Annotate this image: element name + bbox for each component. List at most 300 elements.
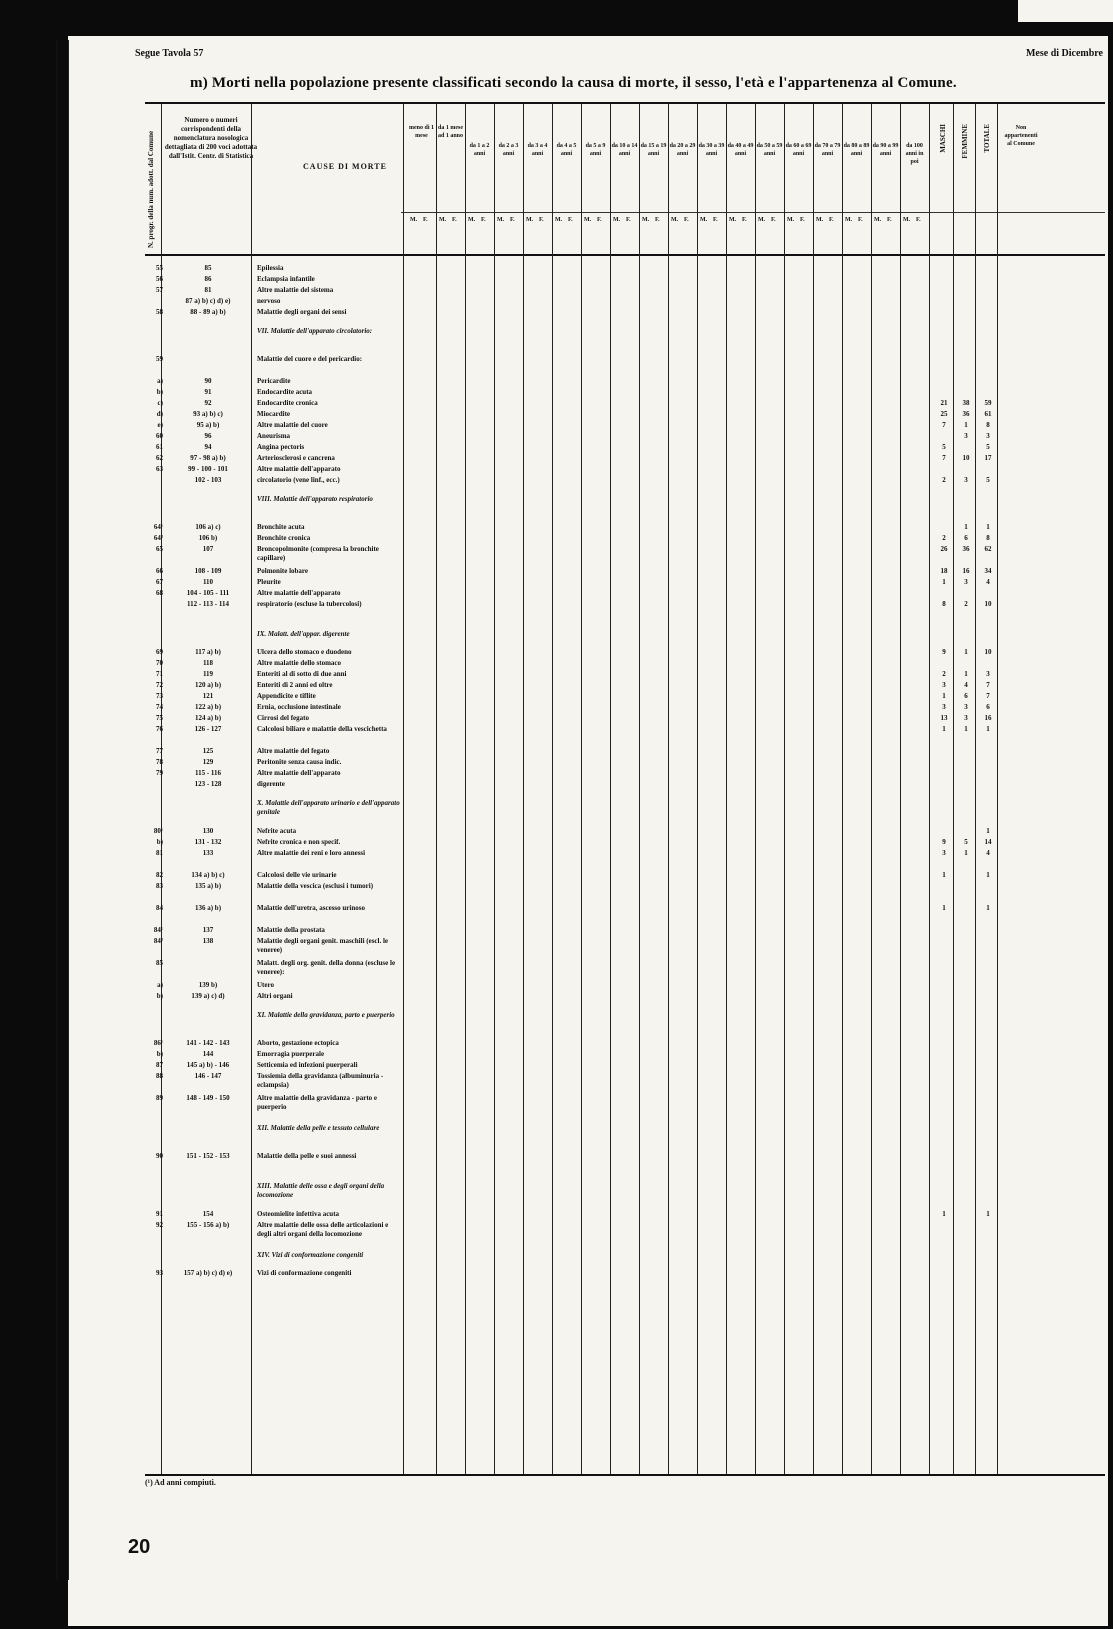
- row-code: 155 - 156 a) b): [186, 1221, 230, 1229]
- row-cause: nervoso: [257, 297, 281, 305]
- row-cause: Utero: [257, 981, 274, 989]
- row-number: 75: [156, 714, 163, 722]
- footnote: (¹) Ad anni compiuti.: [145, 1478, 216, 1487]
- sex-header-m: M.: [468, 217, 476, 223]
- page-number: 20: [128, 1536, 151, 1558]
- row-number: 60: [156, 432, 163, 440]
- row-cause: Altre malattie dell'apparato: [257, 589, 341, 597]
- row-number: 55: [156, 264, 163, 272]
- age-header-5: da 4 a 5 anni: [556, 143, 577, 158]
- row-number: 91: [156, 1210, 163, 1218]
- row-code: 99 - 100 - 101: [188, 465, 228, 473]
- sex-header-f: F.: [655, 217, 660, 223]
- row-total-totale: 1: [986, 1210, 990, 1218]
- age-header-14: da 70 a 79 anni: [814, 143, 841, 158]
- row-total-femmine: 10: [962, 454, 970, 462]
- row-number: 63: [156, 465, 163, 473]
- row-code: 107: [202, 545, 214, 553]
- row-cause: Nefrite acuta: [257, 827, 297, 835]
- row-total-femmine: 3: [964, 476, 968, 484]
- section-heading: VIII. Malattie dell'apparato respiratorio: [257, 495, 373, 503]
- sex-header-f: F.: [452, 217, 457, 223]
- mortality-table: [145, 102, 1105, 1476]
- row-total-totale: 1: [986, 725, 990, 733]
- row-cause: Ulcera dello stomaco e duodeno: [257, 648, 352, 656]
- row-total-totale: 4: [986, 849, 990, 857]
- sex-header-m: M.: [642, 217, 650, 223]
- row-number: d): [156, 410, 163, 418]
- row-total-maschi: 1: [942, 1210, 946, 1218]
- row-code: 148 - 149 - 150: [186, 1094, 230, 1102]
- row-cause: Altre malattie dello stomaco: [257, 659, 342, 667]
- sex-header-f: F.: [539, 217, 544, 223]
- row-code: 118: [202, 659, 214, 667]
- row-total-maschi: 9: [942, 838, 946, 846]
- row-number: 85: [156, 959, 163, 967]
- row-cause: Altre malattie del fegato: [257, 747, 330, 755]
- row-number: 93: [156, 1269, 163, 1277]
- row-total-femmine: 5: [964, 838, 968, 846]
- row-code: 120 a) b): [194, 681, 222, 689]
- sex-header-f: F.: [800, 217, 805, 223]
- row-number: 84²: [153, 937, 163, 945]
- row-total-totale: 1: [986, 827, 990, 835]
- row-cause: Appendicite e tiflite: [257, 692, 316, 700]
- row-cause: Vizi di conformazione congeniti: [257, 1269, 352, 1277]
- row-code: 112 - 113 - 114: [186, 600, 229, 608]
- col-line-age-11: [755, 104, 756, 1474]
- sex-header-f: F.: [597, 217, 602, 223]
- col-line-age-15: [871, 104, 872, 1474]
- row-total-totale: 6: [986, 703, 990, 711]
- row-number: 61: [156, 443, 163, 451]
- row-number: 56: [156, 275, 163, 283]
- sex-header-m: M.: [497, 217, 505, 223]
- row-cause: Altre malattie delle ossa delle articolazioni e degli altri organi della locomozione: [257, 1221, 389, 1238]
- row-number: 70: [156, 659, 163, 667]
- col-line-total-0: [953, 104, 954, 1474]
- age-header-11: da 40 a 49 anni: [727, 143, 754, 158]
- row-number: 89: [156, 1094, 163, 1102]
- row-number: 84: [156, 904, 163, 912]
- row-code: 108 - 109: [194, 567, 222, 575]
- row-code: 119: [202, 670, 214, 678]
- row-total-maschi: 25: [940, 410, 948, 418]
- row-cause: Malattie degli organi genit. maschili (escl. le veneree): [257, 937, 389, 954]
- row-total-totale: 3: [986, 670, 990, 678]
- row-cause: Malattie della prostata: [257, 926, 325, 934]
- row-number: 80¹: [153, 827, 163, 835]
- sex-header-f: F.: [887, 217, 892, 223]
- row-cause: Tossiemia della gravidanza (albuminuria - eclampsia): [257, 1072, 384, 1089]
- row-total-totale: 14: [984, 838, 992, 846]
- row-total-totale: 10: [984, 648, 992, 656]
- header-left: Segue Tavola 57: [135, 48, 204, 59]
- row-cause: Epilessia: [257, 264, 284, 272]
- row-cause: Malattie del cuore e del pericardio:: [257, 355, 363, 363]
- sex-header-m: M.: [758, 217, 766, 223]
- row-code: 135 a) b): [194, 882, 222, 890]
- col-progr-header: N. progr. della num. adott. dal Comune: [147, 130, 155, 248]
- row-number: 82: [156, 871, 163, 879]
- row-cause: Enteriti al di sotto di due anni: [257, 670, 347, 678]
- row-code: 90: [204, 377, 212, 385]
- row-number: 66: [156, 567, 163, 575]
- col-cause-header: CAUSE DI MORTE: [303, 162, 387, 171]
- row-number: 65: [156, 545, 163, 553]
- sex-header-m: M.: [613, 217, 621, 223]
- row-total-femmine: 3: [964, 703, 968, 711]
- row-cause: Malattie degli organi dei sensi: [257, 308, 347, 316]
- row-number: b): [156, 1050, 163, 1058]
- row-cause: Angina pectoris: [257, 443, 305, 451]
- row-total-femmine: 16: [962, 567, 970, 575]
- row-code: 138: [202, 937, 214, 945]
- row-total-totale: 61: [984, 410, 992, 418]
- row-total-femmine: 36: [962, 545, 970, 553]
- col-line-age-4: [552, 104, 553, 1474]
- row-cause: Malattie dell'uretra, ascesso urinoso: [257, 904, 365, 912]
- row-total-maschi: 2: [942, 534, 946, 542]
- row-number: 59: [156, 355, 163, 363]
- row-code: 123 - 128: [194, 780, 222, 788]
- row-total-totale: 16: [984, 714, 992, 722]
- row-code: 130: [202, 827, 214, 835]
- row-total-femmine: 3: [964, 578, 968, 586]
- row-number: 64¹: [153, 523, 163, 531]
- row-code: 139 a) c) d): [191, 992, 225, 1000]
- col-line-age-14: [842, 104, 843, 1474]
- row-total-maschi: 2: [942, 670, 946, 678]
- row-cause: Malattie della vescica (esclusi i tumori): [257, 882, 374, 890]
- row-total-totale: 3: [986, 432, 990, 440]
- row-cause: Enteriti di 2 anni ed oltre: [257, 681, 333, 689]
- sex-header-m: M.: [874, 217, 882, 223]
- row-total-femmine: 1: [964, 523, 968, 531]
- row-total-totale: 1: [986, 523, 990, 531]
- row-number: 58: [156, 308, 163, 316]
- sex-header-m: M.: [584, 217, 592, 223]
- sex-header-f: F.: [684, 217, 689, 223]
- row-cause: Bronchite cronica: [257, 534, 311, 542]
- col-line-age-6: [610, 104, 611, 1474]
- table-header: [145, 104, 1105, 256]
- row-code: 106 b): [198, 534, 218, 542]
- sex-header-m: M.: [787, 217, 795, 223]
- row-code: 139 b): [198, 981, 218, 989]
- row-cause: Calcolosi delle vie urinarie: [257, 871, 337, 879]
- row-number: 79: [156, 769, 163, 777]
- row-number: 81: [156, 849, 163, 857]
- row-cause: Eclampsia infantile: [257, 275, 315, 283]
- row-number: 83: [156, 882, 163, 890]
- row-total-maschi: 8: [942, 600, 946, 608]
- row-total-maschi: 7: [942, 454, 946, 462]
- sex-header-f: F.: [481, 217, 486, 223]
- sex-header-m: M.: [555, 217, 563, 223]
- sex-header-f: F.: [423, 217, 428, 223]
- row-cause: Malatt. degli org. genit. della donna (escluse le veneree):: [257, 959, 396, 976]
- row-code: 121: [202, 692, 214, 700]
- section-heading: XI. Malattie della gravidanza, parto e puerperio: [257, 1011, 395, 1019]
- row-cause: Peritonite senza causa indic.: [257, 758, 342, 766]
- row-number: 90: [156, 1152, 163, 1160]
- row-cause: Cirrosi del fegato: [257, 714, 309, 722]
- age-header-7: da 10 a 14 anni: [611, 143, 638, 158]
- row-total-totale: 7: [986, 692, 990, 700]
- row-code: 157 a) b) c) d) e): [183, 1269, 233, 1277]
- row-code: 106 a) c): [195, 523, 221, 531]
- row-code: 146 - 147: [194, 1072, 222, 1080]
- row-code: 122 a) b): [194, 703, 222, 711]
- row-number: e): [157, 421, 163, 429]
- sex-header-m: M.: [410, 217, 418, 223]
- row-number: 92: [156, 1221, 163, 1229]
- row-code: 137: [202, 926, 214, 934]
- row-total-maschi: 3: [942, 703, 946, 711]
- total-header-femmine: FEMMINE: [961, 124, 969, 159]
- row-total-maschi: 9: [942, 648, 946, 656]
- row-number: 77: [156, 747, 163, 755]
- age-header-13: da 60 a 69 anni: [785, 143, 812, 158]
- row-total-femmine: 1: [964, 670, 968, 678]
- row-code: 154: [202, 1210, 214, 1218]
- header-right: Mese di Dicembre: [1025, 48, 1103, 59]
- age-header-12: da 50 a 59 anni: [756, 143, 783, 158]
- row-code: 145 a) b) - 146: [186, 1061, 230, 1069]
- sex-header-f: F.: [568, 217, 573, 223]
- age-header-16: da 90 a 99 anni: [872, 143, 899, 158]
- binding-edge: [56, 40, 69, 1580]
- row-cause: Endocardite acuta: [257, 388, 313, 396]
- row-total-totale: 10: [984, 600, 992, 608]
- row-total-femmine: 3: [964, 432, 968, 440]
- row-total-femmine: 38: [962, 399, 970, 407]
- row-code: 96: [204, 432, 212, 440]
- scan-border-top: [0, 0, 1113, 36]
- row-cause: Calcolosi biliare e malattie della vescichetta: [257, 725, 387, 733]
- row-code: 134 a) b) c): [191, 871, 225, 879]
- row-number: 84¹: [153, 926, 163, 934]
- row-total-femmine: 1: [964, 648, 968, 656]
- row-number: c): [157, 399, 163, 407]
- col-line-age-16: [900, 104, 901, 1474]
- age-header-3: da 2 a 3 anni: [498, 143, 519, 158]
- row-total-maschi: 1: [942, 904, 946, 912]
- row-cause: Emorragia puerperale: [257, 1050, 325, 1058]
- row-code: 95 a) b): [196, 421, 220, 429]
- col-line-age-9: [697, 104, 698, 1474]
- row-total-maschi: 3: [942, 681, 946, 689]
- sex-header-f: F.: [771, 217, 776, 223]
- non-app-header: Non appartenenti al Comune: [1004, 125, 1038, 148]
- row-code: 125: [202, 747, 214, 755]
- col-line-cause: [403, 104, 404, 1474]
- row-code: 88 - 89 a) b): [190, 308, 226, 316]
- row-total-totale: 1: [986, 904, 990, 912]
- row-total-totale: 59: [984, 399, 992, 407]
- row-total-totale: 17: [984, 454, 992, 462]
- row-code: 97 - 98 a) b): [190, 454, 226, 462]
- row-total-maschi: 1: [942, 725, 946, 733]
- row-cause: circolatorio (vene linf., ecc.): [257, 476, 340, 484]
- row-code: 129: [202, 758, 214, 766]
- row-cause: Bronchite acuta: [257, 523, 305, 531]
- row-total-maschi: 1: [942, 692, 946, 700]
- row-number: 68: [156, 589, 163, 597]
- age-header-0: meno di 1 mese: [408, 125, 434, 140]
- row-cause: Aneurisma: [257, 432, 291, 440]
- row-total-maschi: 26: [940, 545, 948, 553]
- row-code: 115 - 116: [194, 769, 222, 777]
- sex-header-m: M.: [845, 217, 853, 223]
- row-cause: Malattie della pelle e suoi annessi: [257, 1152, 357, 1160]
- row-total-totale: 5: [986, 476, 990, 484]
- col-line-age-0: [436, 104, 437, 1474]
- row-total-maschi: 5: [942, 443, 946, 451]
- sex-header-f: F.: [713, 217, 718, 223]
- row-cause: Altre malattie del sistema: [257, 286, 334, 294]
- row-code: 117 a) b): [195, 648, 221, 656]
- row-total-totale: 5: [986, 443, 990, 451]
- row-total-maschi: 2: [942, 476, 946, 484]
- row-code: 81: [204, 286, 212, 294]
- row-cause: Pericardite: [257, 377, 291, 385]
- col-line-total-1: [975, 104, 976, 1474]
- row-cause: Pleurite: [257, 578, 281, 586]
- row-total-totale: 8: [986, 534, 990, 542]
- section-heading: VII. Malattie dell'apparato circolatorio:: [257, 327, 373, 335]
- row-number: 62: [156, 454, 163, 462]
- row-number: 78: [156, 758, 163, 766]
- col-line-numero: [251, 104, 252, 1474]
- col-line-age-10: [726, 104, 727, 1474]
- row-total-femmine: 1: [964, 725, 968, 733]
- row-code: 93 a) b) c): [193, 410, 223, 418]
- row-cause: Ernia, occlusione intestinale: [257, 703, 341, 711]
- row-cause: Setticemia ed infezioni puerperali: [257, 1061, 358, 1069]
- row-code: 85: [204, 264, 212, 272]
- row-code: 151 - 152 - 153: [186, 1152, 230, 1160]
- row-total-femmine: 6: [964, 534, 968, 542]
- row-total-totale: 62: [984, 545, 992, 553]
- row-code: 104 - 105 - 111: [186, 589, 230, 597]
- age-header-10: da 30 a 39 anni: [698, 143, 725, 158]
- sex-header-m: M.: [439, 217, 447, 223]
- row-total-maschi: 7: [942, 421, 946, 429]
- row-total-femmine: 6: [964, 692, 968, 700]
- section-heading: XIV. Vizi di conformazione congeniti: [257, 1251, 364, 1259]
- row-number: a): [157, 377, 163, 385]
- col-line-age-3: [523, 104, 524, 1474]
- sex-header-m: M.: [671, 217, 679, 223]
- row-cause: Polmonite lobare: [257, 567, 309, 575]
- row-total-maschi: 13: [940, 714, 948, 722]
- row-code: 91: [204, 388, 212, 396]
- row-total-femmine: 4: [964, 681, 968, 689]
- row-number: 67: [156, 578, 163, 586]
- row-code: 92: [204, 399, 212, 407]
- sex-header-m: M.: [700, 217, 708, 223]
- sex-header-f: F.: [626, 217, 631, 223]
- row-cause: Miocardite: [257, 410, 291, 418]
- row-code: 102 - 103: [194, 476, 222, 484]
- section-heading: XIII. Malattie delle ossa e degli organi della locomozione: [257, 1182, 385, 1200]
- row-cause: Altri organi: [257, 992, 293, 1000]
- row-number: b): [156, 992, 163, 1000]
- col-line-age-1: [465, 104, 466, 1474]
- row-total-totale: 34: [984, 567, 992, 575]
- row-cause: Altre malattie dell'apparato: [257, 769, 341, 777]
- row-cause: respiratorio (escluse la tubercolosi): [257, 600, 362, 608]
- row-number: 69: [156, 648, 163, 656]
- sex-header-f: F.: [510, 217, 515, 223]
- col-line-age-17: [929, 104, 930, 1474]
- age-header-8: da 15 a 19 anni: [640, 143, 667, 158]
- row-cause: digerente: [257, 780, 285, 788]
- row-cause: Nefrite cronica e non specif.: [257, 838, 341, 846]
- row-number: 71: [156, 670, 163, 678]
- row-number: b): [156, 388, 163, 396]
- row-total-maschi: 1: [942, 871, 946, 879]
- row-code: 144: [202, 1050, 214, 1058]
- total-header-totale: TOTALE: [983, 124, 991, 153]
- row-total-maschi: 21: [940, 399, 948, 407]
- row-number: 57: [156, 286, 163, 294]
- row-total-maschi: 3: [942, 849, 946, 857]
- sex-header-m: M.: [729, 217, 737, 223]
- col-line-age-7: [639, 104, 640, 1474]
- row-cause: Altre malattie dell'apparato: [257, 465, 341, 473]
- row-cause: Altre malattie della gravidanza - parto e puerperio: [257, 1094, 378, 1111]
- row-total-femmine: 3: [964, 714, 968, 722]
- row-code: 126 - 127: [194, 725, 222, 733]
- row-total-totale: 4: [986, 578, 990, 586]
- age-header-15: da 80 a 89 anni: [843, 143, 870, 158]
- age-header-1: da 1 mese ad 1 anno: [437, 125, 463, 140]
- section-heading: XII. Malattie della pelle e tessuto cellulare: [257, 1124, 380, 1132]
- row-total-totale: 7: [986, 681, 990, 689]
- section-heading: IX. Malatt. dell'appar. digerente: [257, 630, 350, 638]
- row-number: 64²: [153, 534, 163, 542]
- sex-header-f: F.: [916, 217, 921, 223]
- row-code: 94: [204, 443, 212, 451]
- row-number: 88: [156, 1072, 163, 1080]
- col-numero-header: Numero o numeri corrispondenti della nomenclatura nosologica dettagliata di 200 voci adottata dall'Istit. Centr. di Statistica: [164, 116, 258, 161]
- row-number: 73: [156, 692, 163, 700]
- row-code: 141 - 142 - 143: [186, 1039, 230, 1047]
- row-code: 110: [202, 578, 214, 586]
- age-header-6: da 5 a 9 anni: [585, 143, 606, 158]
- row-cause: Broncopolmonite (compresa la bronchite capillare): [257, 545, 379, 562]
- row-number: a): [157, 981, 163, 989]
- row-cause: Altre malattie dei reni e loro annessi: [257, 849, 366, 857]
- row-total-totale: 1: [986, 871, 990, 879]
- row-code: 131 - 132: [194, 838, 222, 846]
- row-number: 74: [156, 703, 163, 711]
- col-line-age-5: [581, 104, 582, 1474]
- row-number: b): [156, 838, 163, 846]
- row-number: 72: [156, 681, 163, 689]
- sex-header-m: M.: [526, 217, 534, 223]
- age-header-17: da 100 anni in poi: [905, 143, 924, 166]
- sex-header-m: M.: [903, 217, 911, 223]
- col-line-age-8: [668, 104, 669, 1474]
- row-code: 86: [204, 275, 212, 283]
- row-code: 136 a) b): [194, 904, 222, 912]
- row-cause: Endocardite cronica: [257, 399, 318, 407]
- row-code: 124 a) b): [194, 714, 222, 722]
